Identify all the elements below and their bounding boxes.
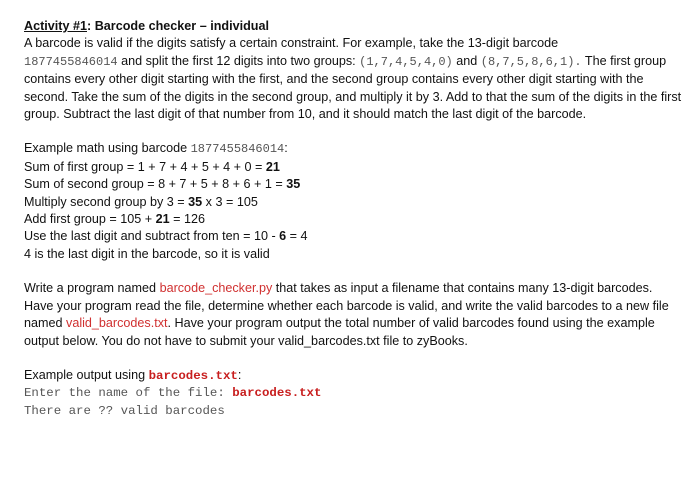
terminal-prompt-line <box>24 385 684 402</box>
terminal-input: barcodes.txt <box>232 386 322 401</box>
activity-title: : Barcode checker – individual <box>87 19 269 33</box>
output-colon: : <box>237 367 242 382</box>
math-line-1 <box>24 159 684 176</box>
output-lead-text: Example output using <box>24 367 149 382</box>
math-bold: 35 <box>188 194 203 209</box>
math-text: Add first group = 105 + <box>24 212 156 227</box>
input-filename: barcodes.txt <box>148 368 238 383</box>
document <box>24 18 684 420</box>
activity-number: Activity #1 <box>24 19 87 33</box>
example-lead-text: Example math using barcode <box>24 141 191 156</box>
output-lead <box>24 367 684 385</box>
task-text: . Have your program output the total number of valid barcodes found using the example output below. You do not have to submit your valid_barcodes.txt file to zyBooks. <box>24 316 655 348</box>
example-lead <box>24 140 684 158</box>
math-line-2 <box>24 176 684 193</box>
math-bold: 21 <box>155 212 170 227</box>
math-text: = 4 <box>286 229 308 244</box>
math-text: Sum of second group = 8 + 7 + 5 + 8 + 6 + 1 = <box>24 177 287 192</box>
terminal-result-line: There are ?? valid barcodes <box>24 403 225 418</box>
example-math <box>24 140 684 263</box>
task-text: that takes as input a filename that contains many 13-digit barcodes. Have your program read the file, determine whether each barcode is valid, and write the valid barcodes to a new file named <box>24 281 669 331</box>
math-text: Sum of first group = 1 + 7 + 4 + 5 + 4 + 0 = <box>24 159 266 174</box>
math-line-6: 4 is the last digit in the barcode, so it is valid <box>24 246 270 261</box>
terminal-prompt: Enter the name of the file: <box>24 386 233 401</box>
intro-text: and <box>452 53 481 68</box>
math-text: x 3 = 105 <box>202 194 258 209</box>
math-bold: 21 <box>265 159 280 174</box>
intro-paragraph <box>24 35 684 123</box>
math-bold: 6 <box>279 229 287 244</box>
example-colon: : <box>284 141 288 156</box>
program-filename: barcode_checker.py <box>159 281 273 296</box>
activity-heading <box>24 18 684 35</box>
math-line-5 <box>24 228 684 245</box>
task-paragraph <box>24 280 684 350</box>
example-barcode: 1877455846014 <box>190 142 285 157</box>
math-text: Use the last digit and subtract from ten = 10 - <box>24 229 280 244</box>
math-line-4 <box>24 211 684 228</box>
math-bold: 35 <box>286 177 301 192</box>
intro-text: The first group contains every other digit starting with the first, and the second group contains every other digit starting with the second. Take the sum of the digits in the second group, and multiply it by 3. Add to that the sum of the digits in the first group. Subtract the last digit of that number from 10, and it should match the last digit of the barcode. <box>24 53 682 122</box>
group-one: (1,7,4,5,4,0) <box>359 54 453 69</box>
math-line-3 <box>24 194 684 211</box>
intro-text: A barcode is valid if the digits satisfy a certain constraint. For example, take the 13-digit barcode <box>24 36 559 51</box>
intro-text: and split the first 12 digits into two groups: <box>117 53 360 68</box>
example-terminal-output <box>24 385 684 420</box>
task-text: Write a program named <box>24 281 160 296</box>
math-text: Multiply second group by 3 = <box>24 194 189 209</box>
barcode-value: 1877455846014 <box>24 54 118 69</box>
math-text: = 126 <box>169 212 206 227</box>
output-filename: valid_barcodes.txt <box>66 316 168 331</box>
group-two: (8,7,5,8,6,1). <box>480 54 582 69</box>
